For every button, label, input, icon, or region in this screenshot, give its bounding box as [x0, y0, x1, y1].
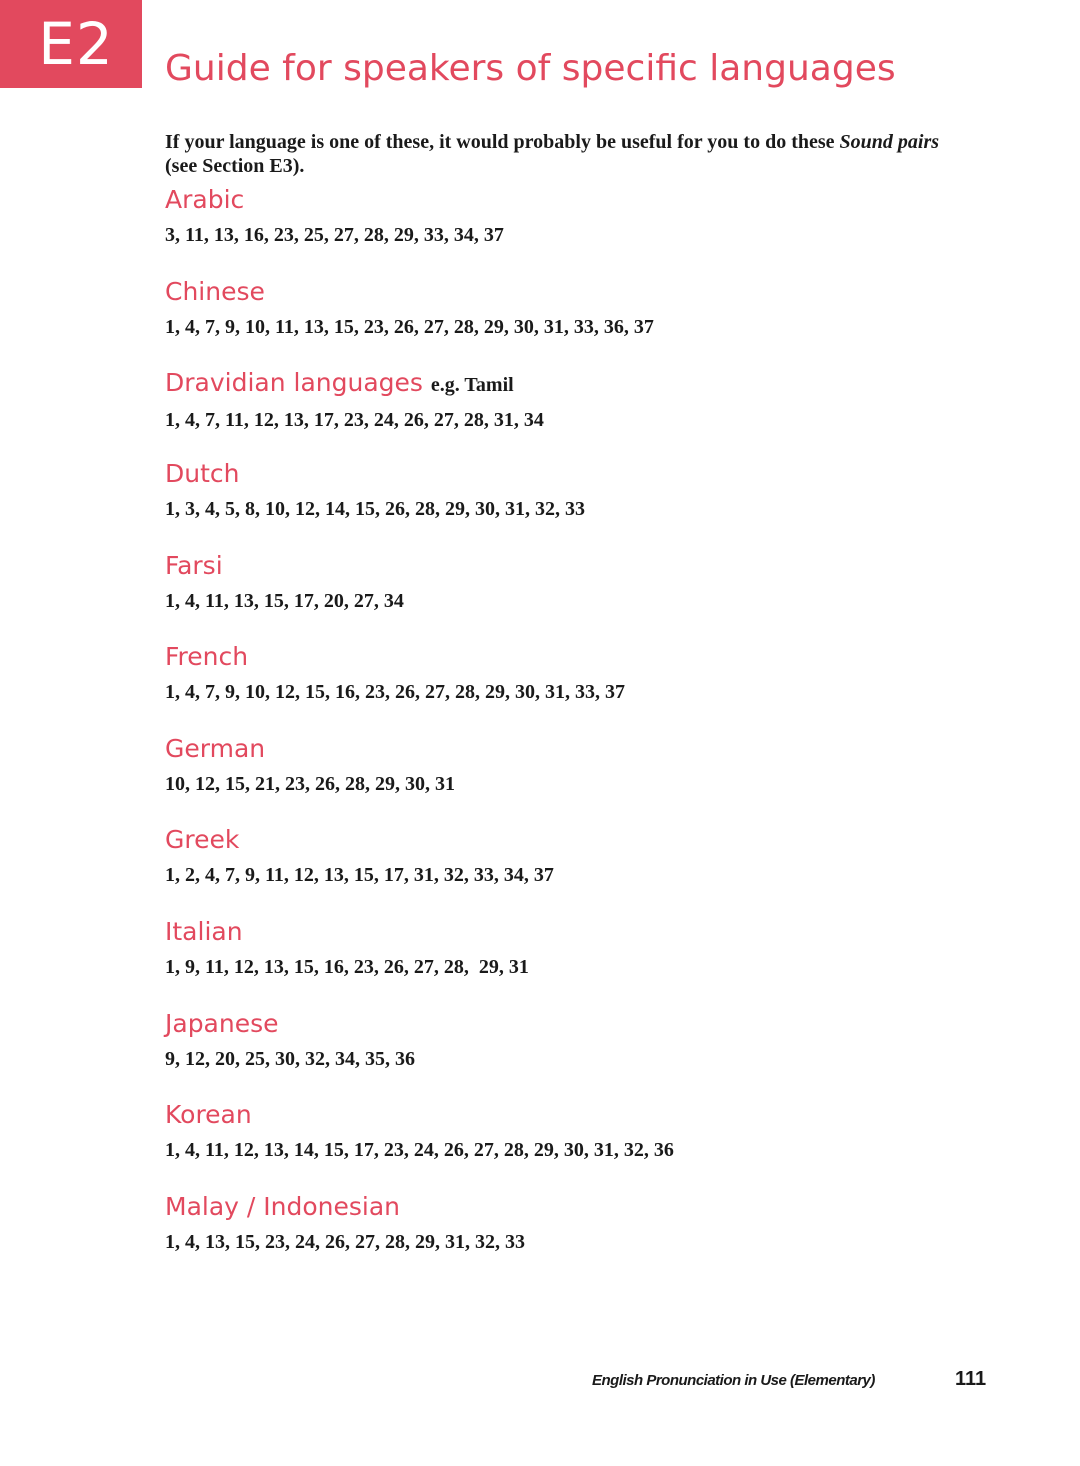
- language-name: Dravidian languages: [165, 368, 423, 397]
- sound-pairs-list: 3, 11, 13, 16, 23, 25, 27, 28, 29, 33, 34, 37: [165, 224, 504, 246]
- language-entry-japanese: [165, 1008, 415, 1072]
- language-name: Chinese: [165, 277, 265, 306]
- language-name: Arabic: [165, 185, 245, 214]
- language-name: German: [165, 734, 266, 763]
- language-name: Dutch: [165, 459, 240, 488]
- language-name: Korean: [165, 1100, 252, 1129]
- sound-pairs-list: 1, 4, 7, 9, 10, 12, 15, 16, 23, 26, 27, 28, 29, 30, 31, 33, 37: [165, 681, 625, 703]
- language-name: French: [165, 642, 249, 671]
- language-heading: [165, 184, 504, 216]
- language-entry-farsi: [165, 550, 404, 614]
- sound-pairs-list: 10, 12, 15, 21, 23, 26, 28, 29, 30, 31: [165, 773, 455, 795]
- language-heading: [165, 1008, 415, 1040]
- sound-pairs-list: 1, 9, 11, 12, 13, 15, 16, 23, 26, 27, 28, 29, 31: [165, 956, 529, 978]
- language-heading: [165, 1099, 674, 1131]
- language-entry-dutch: [165, 458, 585, 522]
- language-heading: [165, 1191, 525, 1223]
- language-name: Greek: [165, 825, 240, 854]
- section-tab: [0, 0, 142, 88]
- footer-book-title: English Pronunciation in Use (Elementary): [592, 1372, 875, 1389]
- language-heading: [165, 367, 544, 401]
- page-number: 111: [955, 1368, 987, 1390]
- sound-pairs-list: 1, 2, 4, 7, 9, 11, 12, 13, 15, 17, 31, 32, 33, 34, 37: [165, 864, 554, 886]
- language-heading: [165, 276, 654, 308]
- language-name: Italian: [165, 917, 243, 946]
- language-heading: [165, 733, 455, 765]
- intro-paragraph: [165, 130, 965, 178]
- section-tab-label: E2: [38, 10, 114, 78]
- language-heading: [165, 824, 554, 856]
- language-entry-dravidian: [165, 367, 544, 433]
- sound-pairs-list: 9, 12, 20, 25, 30, 32, 34, 35, 36: [165, 1048, 415, 1070]
- page-title: Guide for speakers of specific languages: [165, 48, 896, 89]
- language-heading: [165, 550, 404, 582]
- sound-pairs-list: 1, 4, 11, 12, 13, 14, 15, 17, 23, 24, 26, 27, 28, 29, 30, 31, 32, 36: [165, 1139, 674, 1161]
- sound-pairs-list: 1, 4, 13, 15, 23, 24, 26, 27, 28, 29, 31, 32, 33: [165, 1231, 525, 1253]
- language-entry-german: [165, 733, 455, 797]
- sound-pairs-list: 1, 4, 11, 13, 15, 17, 20, 27, 34: [165, 590, 404, 612]
- language-entry-greek: [165, 824, 554, 888]
- language-entry-korean: [165, 1099, 674, 1163]
- language-note: e.g. Tamil: [430, 374, 514, 396]
- sound-pairs-list: 1, 4, 7, 9, 10, 11, 13, 15, 23, 26, 27, 28, 29, 30, 31, 33, 36, 37: [165, 316, 654, 338]
- language-name: Malay / Indonesian: [165, 1192, 401, 1221]
- sound-pairs-list: 1, 3, 4, 5, 8, 10, 12, 14, 15, 26, 28, 29, 30, 31, 32, 33: [165, 498, 585, 520]
- language-entry-french: [165, 641, 625, 705]
- language-heading: [165, 916, 529, 948]
- language-entry-chinese: [165, 276, 654, 340]
- language-entry-malay-indonesian: [165, 1191, 525, 1255]
- intro-text-before: If your language is one of these, it would probably be useful for you to do these: [165, 131, 840, 153]
- intro-emphasis: Sound pairs: [839, 131, 940, 153]
- intro-text-after: (see Section E3).: [165, 155, 305, 177]
- language-heading: [165, 641, 625, 673]
- language-entry-italian: [165, 916, 529, 980]
- language-entry-arabic: [165, 184, 504, 248]
- language-name: Japanese: [165, 1009, 279, 1038]
- sound-pairs-list: 1, 4, 7, 11, 12, 13, 17, 23, 24, 26, 27, 28, 31, 34: [165, 409, 544, 431]
- language-name: Farsi: [165, 551, 223, 580]
- language-heading: [165, 458, 585, 490]
